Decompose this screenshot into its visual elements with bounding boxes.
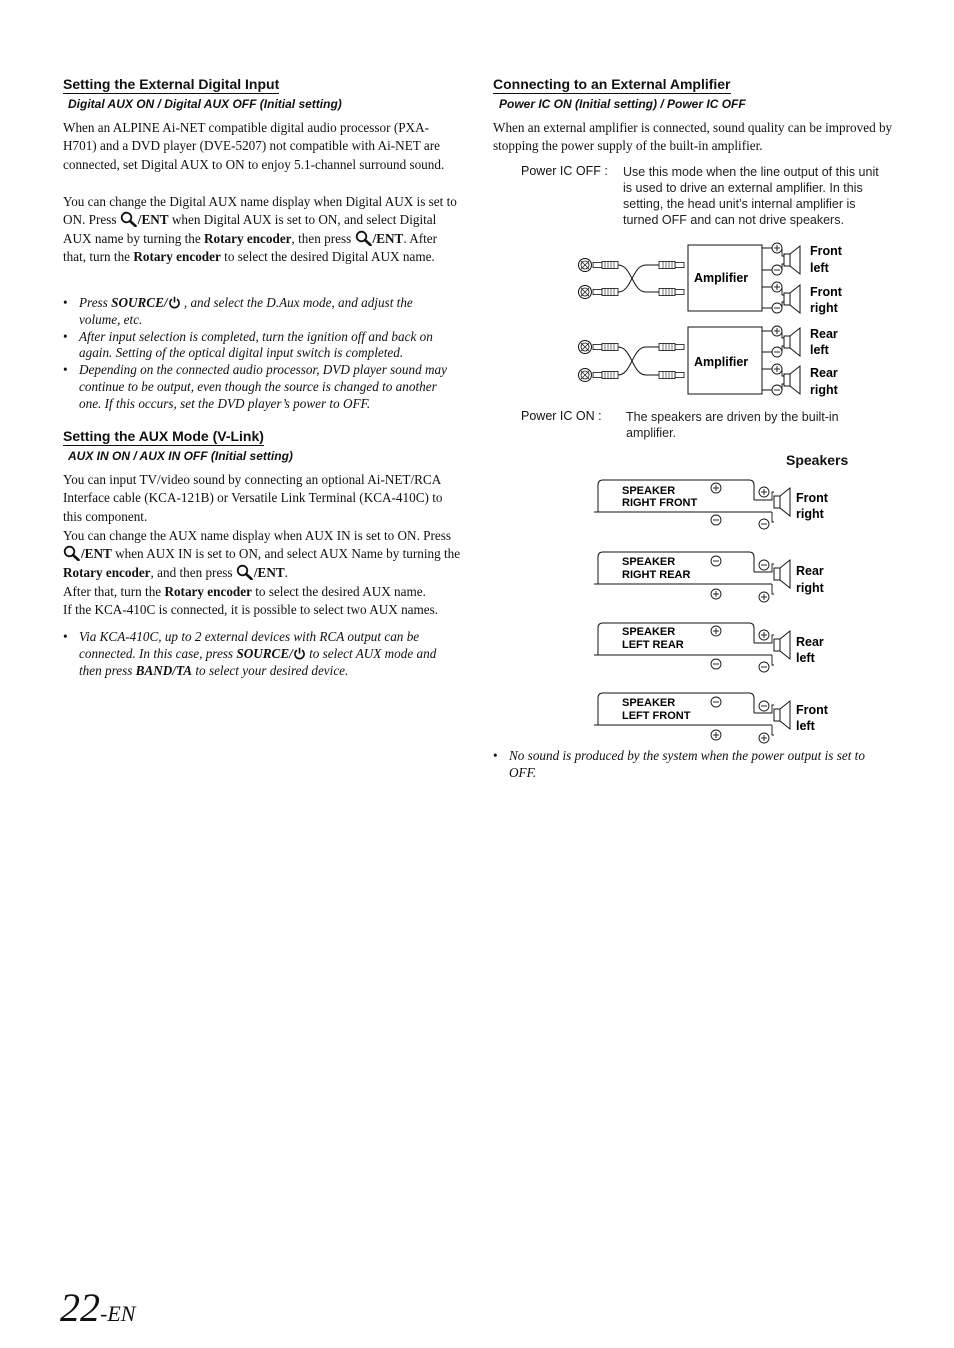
text-run: . After that, turn the xyxy=(63,230,438,265)
ent-label: /ENT xyxy=(137,212,169,228)
speaker-position-label: Front xyxy=(796,491,828,505)
note-item xyxy=(63,629,455,679)
speaker-label: left xyxy=(810,261,829,275)
ent-label: /ENT xyxy=(253,564,285,580)
text-run: You can change the AUX name display when AUX IN is set to ON. Press xyxy=(63,528,452,543)
rca-input-group-rear xyxy=(579,341,685,382)
page-number xyxy=(60,1284,135,1331)
text-run: Press xyxy=(79,295,108,310)
band-ta-label: BAND/TA xyxy=(135,662,193,678)
speaker-position-label: Front xyxy=(796,703,828,717)
page-number-digits: 22 xyxy=(60,1285,100,1330)
source-label: SOURCE/ xyxy=(111,295,168,310)
search-icon xyxy=(63,545,81,561)
speaker-position-label: Rear xyxy=(796,564,824,578)
text-run: when AUX IN is set to ON, and select AUX Name by turning the xyxy=(115,546,461,562)
lead-label: SPEAKER xyxy=(622,697,676,709)
text-run: to select AUX mode and then press xyxy=(79,645,437,678)
external-amp-paragraph: When an external amplifier is connected, sound quality can be improved by stopping the power supply of the built-in amplifier. xyxy=(493,120,893,154)
speaker-lead-left-front xyxy=(594,693,829,743)
speaker-label: right xyxy=(810,301,838,315)
speaker-icon xyxy=(784,328,800,356)
speaker-icon xyxy=(784,285,800,313)
text-run: to select your desired device. xyxy=(195,662,349,678)
ent-label: /ENT xyxy=(81,546,112,562)
power-icon xyxy=(168,296,181,309)
rotary-encoder-label: Rotary encoder xyxy=(164,584,252,599)
section-subheading-external-amp: Power IC ON (Initial setting) / Power IC OFF xyxy=(499,97,746,111)
amplifier-label-2: Amplifier xyxy=(694,355,749,369)
text-run: You can change the Digital AUX name display when Digital AUX is set to ON. Press xyxy=(63,194,457,228)
power-ic-on-description: The speakers are driven by the built-in amplifier. xyxy=(626,410,839,440)
speaker-label: right xyxy=(810,383,838,397)
power-ic-on-label: Power IC ON : xyxy=(521,409,602,423)
aux-paragraph-2 xyxy=(63,527,461,582)
digital-input-notes xyxy=(63,295,455,413)
aux-paragraph-1: You can input TV/video sound by connecting an optional Ai-NET/RCA Interface cable (KCA-121B) or Versatile Link Terminal (KCA-410C) to this component. xyxy=(63,472,443,524)
power-ic-off-description: Use this mode when the line output of this unit is used to drive an external amplifier. In this setting, the head unit’s internal amplifier is turned OFF and can not drive speakers. xyxy=(623,165,879,227)
text-run: when Digital AUX is set to ON, and select Digital AUX name by turning the xyxy=(63,212,437,246)
section-heading-external-amp: Connecting to an External Amplifier xyxy=(493,76,731,92)
text-run: , then press xyxy=(291,230,352,246)
section-subheading-aux-mode: AUX IN ON / AUX IN OFF (Initial setting) xyxy=(68,449,293,463)
rca-input-group-front xyxy=(579,259,685,299)
aux-notes xyxy=(63,629,455,679)
speaker-position-label: right xyxy=(796,581,824,595)
speaker-label: Rear xyxy=(810,366,838,380)
speaker-icon xyxy=(784,246,800,274)
speaker-label: left xyxy=(810,343,829,357)
speaker-position-label: left xyxy=(796,719,815,733)
external-amp-notes xyxy=(493,748,888,782)
rotary-encoder-label: Rotary encoder xyxy=(63,564,151,580)
text-run: to select the desired Digital AUX name. xyxy=(224,249,435,265)
page-number-suffix: -EN xyxy=(100,1301,136,1326)
search-icon xyxy=(355,230,373,246)
lead-label: LEFT FRONT xyxy=(622,710,691,722)
aux-paragraph-3 xyxy=(63,583,461,601)
speaker-label: Front xyxy=(810,285,842,299)
text-run: . xyxy=(284,564,288,580)
speaker-label: Rear xyxy=(810,327,838,341)
source-label: SOURCE/ xyxy=(236,645,293,661)
power-icon xyxy=(293,647,306,660)
note-item: • After input selection is completed, turn the ignition off and back on again. Setting of the optical digital input switch is completed. xyxy=(63,329,455,363)
lead-label: SPEAKER xyxy=(622,485,676,497)
amplifier-label-1: Amplifier xyxy=(694,271,749,285)
lead-label: SPEAKER xyxy=(622,626,676,638)
text-run: , and select the D.Aux mode, and adjust the volume, etc. xyxy=(79,295,413,327)
text-run: After that, turn the xyxy=(63,584,162,599)
text-run: to select the desired AUX name. xyxy=(255,584,426,599)
search-icon xyxy=(120,211,138,227)
speaker-lead-diagram xyxy=(590,476,850,748)
aux-paragraph-4: If the KCA-410C is connected, it is possible to select two AUX names. xyxy=(63,602,439,617)
amplifier-wiring-diagram xyxy=(570,238,870,404)
speaker-lead-right-front xyxy=(594,480,829,529)
ent-label: /ENT xyxy=(372,230,404,246)
section-subheading-digital-input: Digital AUX ON / Digital AUX OFF (Initial setting) xyxy=(68,97,342,111)
speaker-label: Front xyxy=(810,244,842,258)
speaker-lead-right-rear xyxy=(594,552,825,602)
speaker-position-label: left xyxy=(796,651,815,665)
text-run: Via KCA-410C, up to 2 external devices with RCA output can be connected. In this case, press xyxy=(79,629,420,661)
lead-label: RIGHT REAR xyxy=(622,569,691,581)
speaker-position-label: right xyxy=(796,507,824,521)
section-heading-digital-input: Setting the External Digital Input xyxy=(63,76,280,92)
rotary-encoder-label: Rotary encoder xyxy=(133,249,221,265)
text-run: , and then press xyxy=(150,564,233,580)
search-icon xyxy=(236,564,254,580)
speakers-title: Speakers xyxy=(786,452,849,468)
speaker-position-label: Rear xyxy=(796,635,824,649)
lead-label: SPEAKER xyxy=(622,556,676,568)
power-ic-off-label: Power IC OFF : xyxy=(521,164,608,178)
rotary-encoder-label: Rotary encoder xyxy=(204,230,292,246)
speaker-lead-left-rear xyxy=(594,623,824,672)
digital-input-paragraph-1: When an ALPINE Ai-NET compatible digital audio processor (PXA-H701) and a DVD player (DVE-5207) not compatible with Ai-NET are connected, set Digital AUX to ON to enjoy 5.1-channel surround sound. xyxy=(63,120,445,172)
note-item: • Depending on the connected audio processor, DVD player sound may continue to be output, even though the source is changed to another one. If this occurs, set the DVD player’s power to OFF. xyxy=(63,362,455,412)
note-item xyxy=(63,295,455,329)
speaker-icon xyxy=(784,366,800,394)
lead-label: LEFT REAR xyxy=(622,639,684,651)
lead-label: RIGHT FRONT xyxy=(622,497,698,509)
digital-input-paragraph-2 xyxy=(63,193,461,267)
section-heading-aux-mode: Setting the AUX Mode (V-Link) xyxy=(63,428,264,444)
note-item: • No sound is produced by the system when the power output is set to OFF. xyxy=(493,748,888,782)
